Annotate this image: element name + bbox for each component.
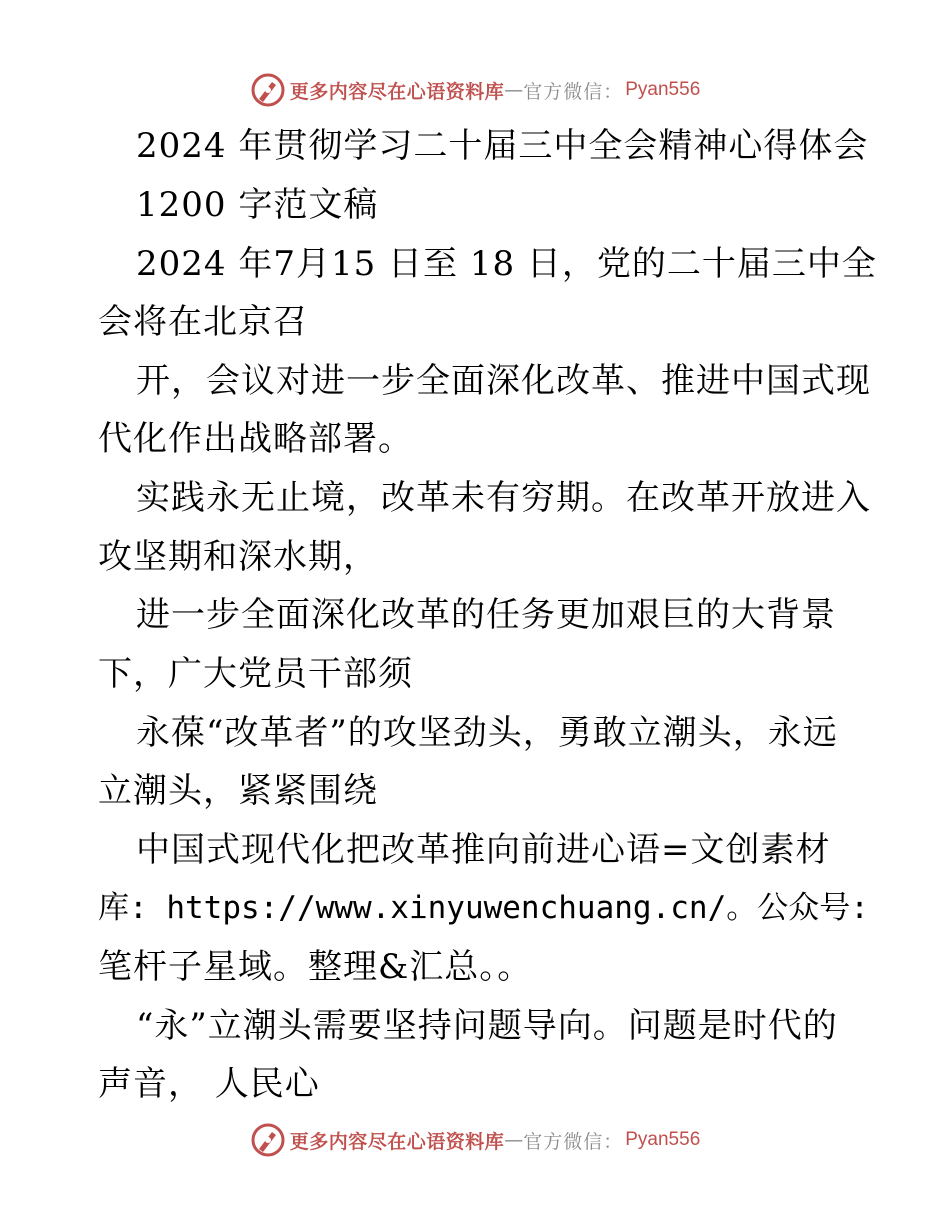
watermark-banner-top (0, 70, 950, 110)
watermark-label: 官方微信： (523, 1130, 624, 1153)
pen-circle-icon (250, 72, 286, 108)
doc-text-line: 中国式现代化把改革推向前进心语=文创素材 (136, 830, 831, 870)
watermark-banner-bottom (0, 1120, 950, 1160)
doc-text-line: 实践永无止境，改革未有穷期。在改革开放进入 (136, 478, 871, 518)
doc-text-line: 下，广大党员干部须 (98, 654, 413, 694)
doc-text-line: 永葆“改革者”的攻坚劲头，勇敢立潮头，永远 (136, 713, 838, 753)
doc-text-line: 声音， 人民心 (98, 1064, 320, 1104)
doc-title-line-2: 1200 字范文稿 (136, 185, 379, 225)
doc-text-line: 会将在北京召 (98, 302, 308, 342)
doc-title-line-1: 2024 年贯彻学习二十届三中全会精神心得体会 (136, 126, 869, 166)
watermark-brand: 更多内容尽在心语资料库 (289, 80, 505, 103)
doc-text-line: 立潮头，紧紧围绕 (98, 771, 378, 811)
pen-circle-icon (250, 1122, 286, 1158)
watermark-label: 官方微信： (523, 80, 624, 103)
doc-text-line: 笔杆子星域。整理&汇总。。 (98, 947, 533, 987)
doc-text-line: “永”立潮头需要坚持问题导向。问题是时代的 (136, 1006, 838, 1046)
doc-text-line: 开，会议对进一步全面深化改革、推进中国式现 (136, 361, 871, 401)
watermark-brand: 更多内容尽在心语资料库 (289, 1130, 505, 1153)
doc-text-line: 2024 年7月15 日至 18 日，党的二十届三中全 (136, 244, 877, 284)
watermark-wechat-id: Pyan556 (625, 1129, 701, 1150)
doc-text-line: 进一步全面深化改革的任务更加艰巨的大背景 (136, 595, 836, 635)
watermark-wechat-id: Pyan556 (625, 79, 701, 100)
doc-text-line: 代化作出战略部署。 (98, 419, 413, 459)
doc-text-line: 攻坚期和深水期， (98, 537, 378, 577)
watermark-dash: — (504, 79, 524, 101)
doc-text-line-url: 库: https://www.xinyuwenchuang.cn/。公众号: (98, 890, 869, 926)
watermark-dash: — (504, 1129, 524, 1151)
